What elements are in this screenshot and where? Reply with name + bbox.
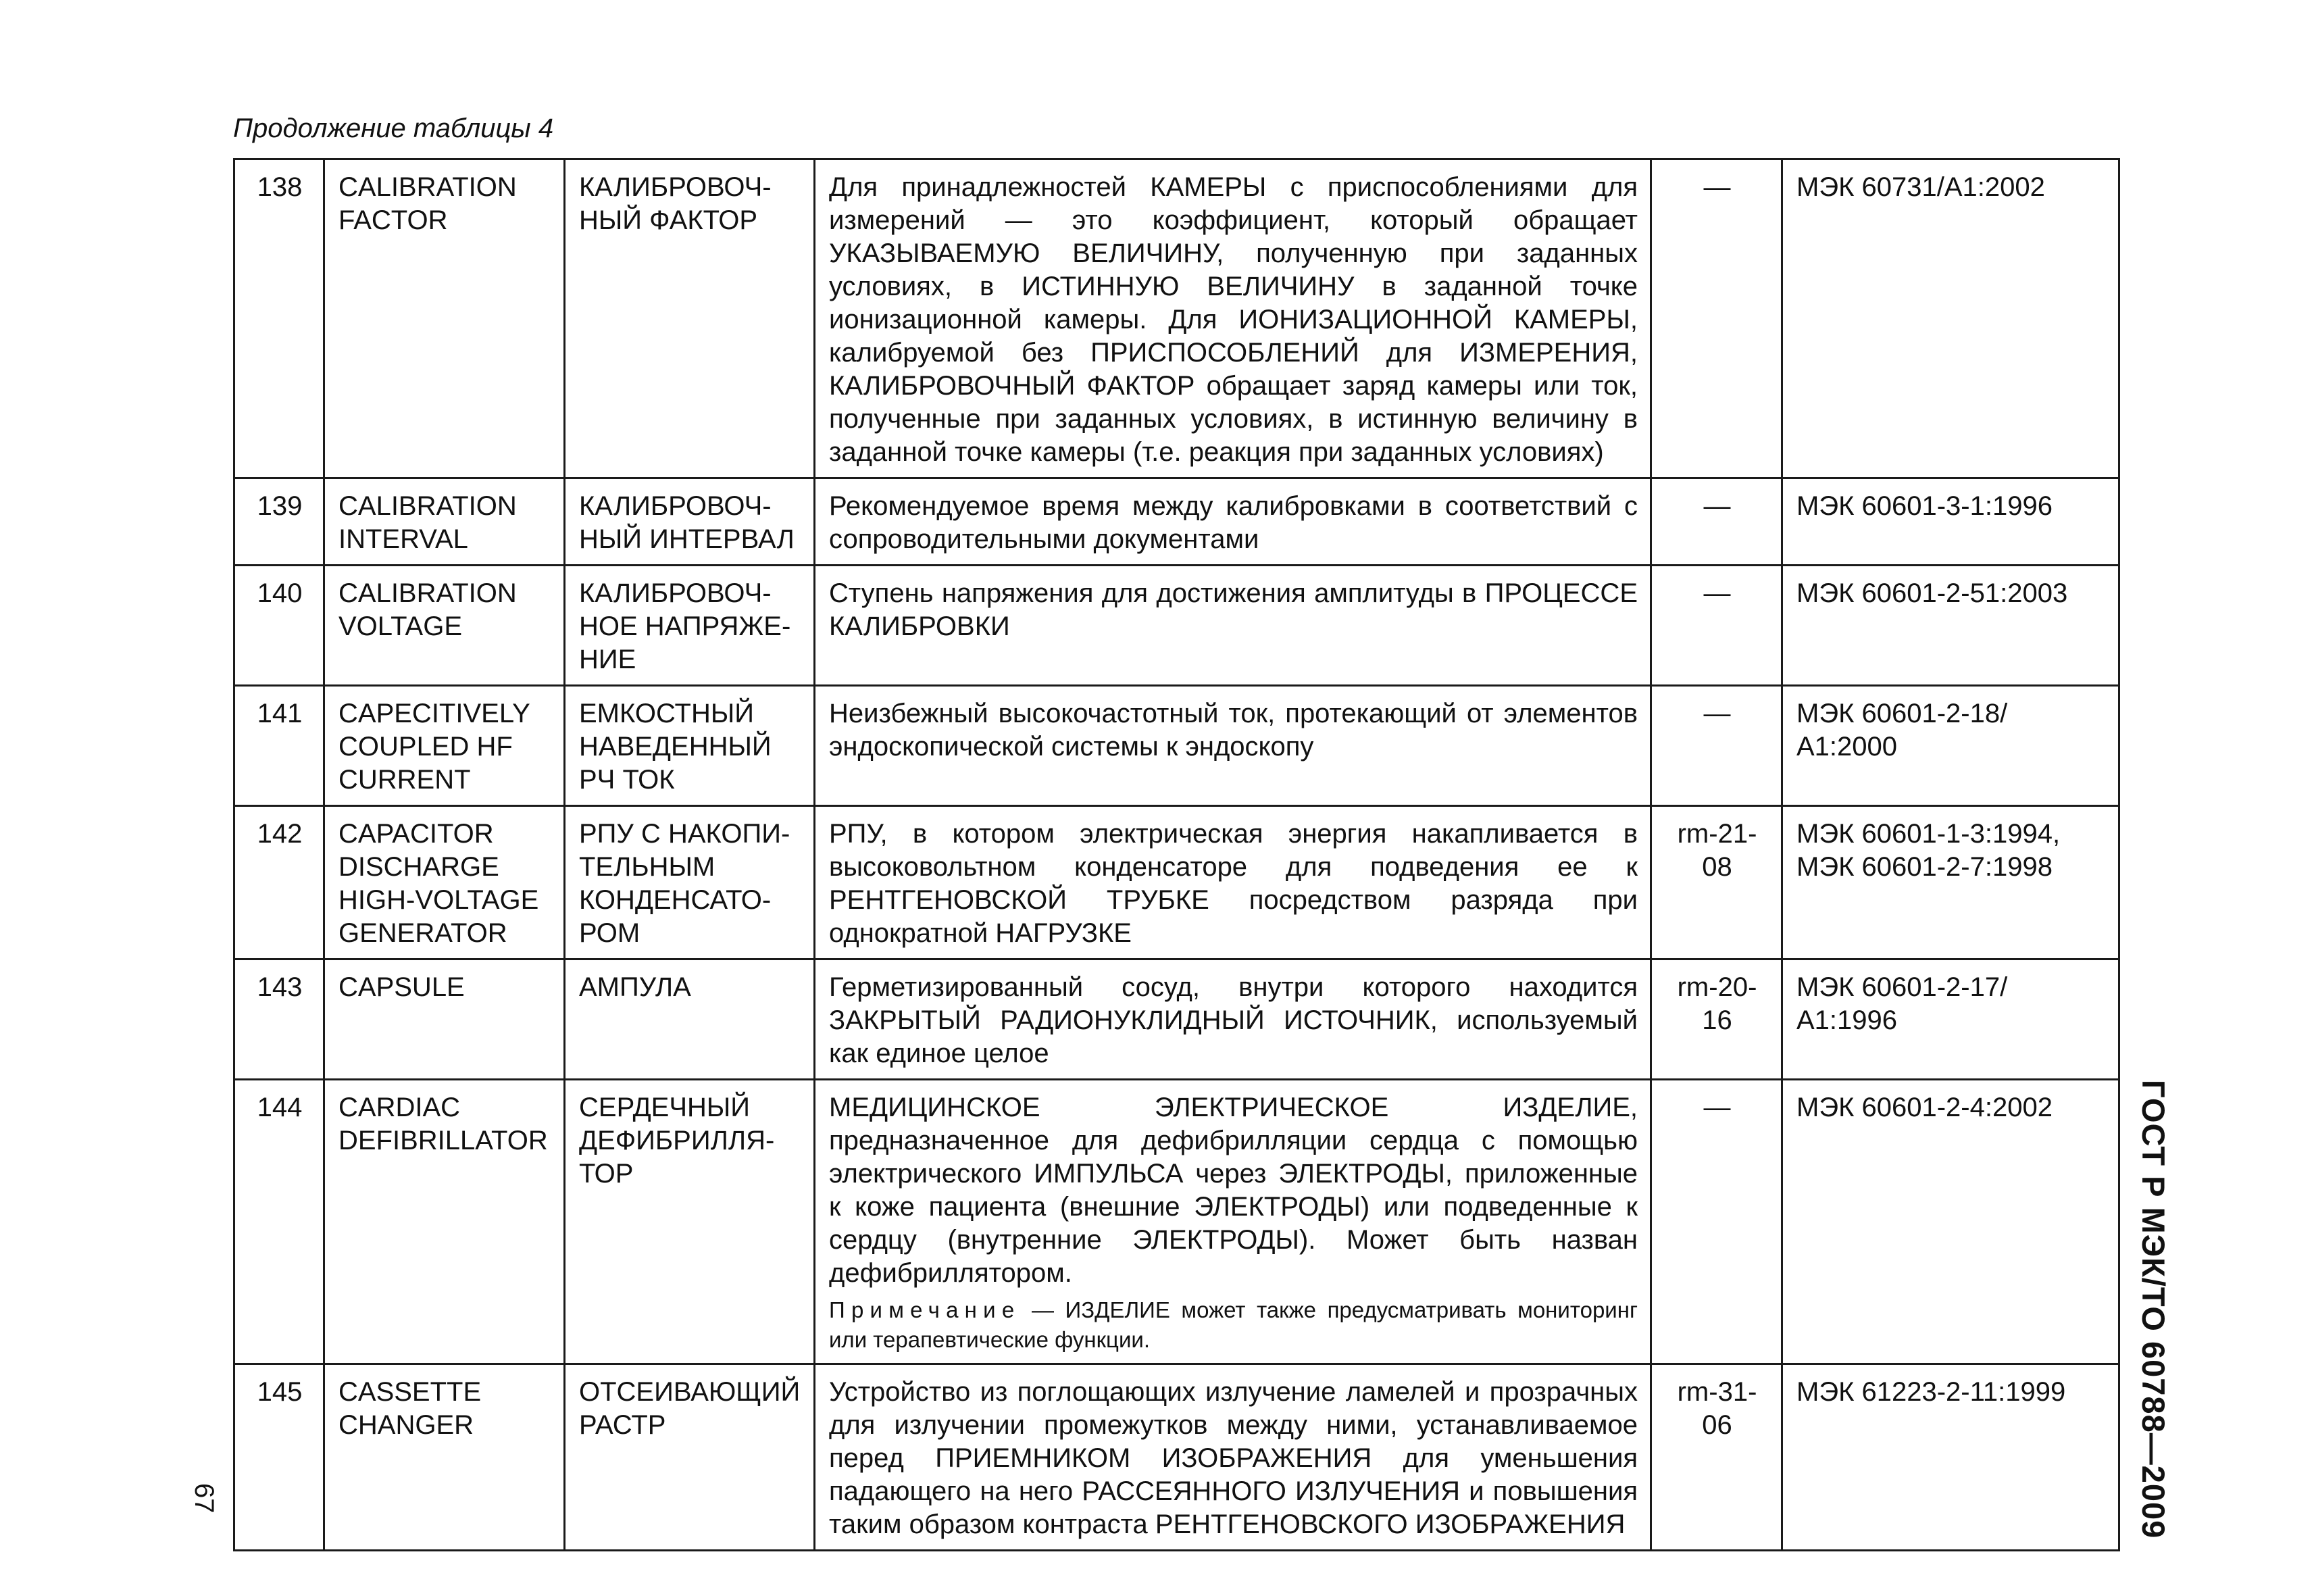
term-definition bbox=[815, 159, 1651, 478]
term-reference: МЭК 60601-2-18/А1:2000 bbox=[1782, 686, 2119, 806]
term-code: — bbox=[1651, 686, 1782, 806]
term-english: CAPECITIVELY COUPLED HF CURRENT bbox=[324, 686, 565, 806]
definition-text: Неизбежный высокочастотный ток, протекающий от элементов эндоскопической системы к эндоскопу bbox=[829, 699, 1638, 762]
term-definition bbox=[815, 1364, 1651, 1551]
term-number: 144 bbox=[234, 1080, 324, 1364]
term-russian: ОТСЕИВАЮЩИЙ РАСТР bbox=[565, 1364, 815, 1551]
term-reference: МЭК 60601-2-4:2002 bbox=[1782, 1080, 2119, 1364]
term-code: rm-20-16 bbox=[1651, 959, 1782, 1080]
term-definition bbox=[815, 806, 1651, 959]
definition-text: Для принадлежностей КАМЕРЫ с приспособлениями для измерений — это коэффициент, который обращает УКАЗЫВАЕМУЮ ВЕЛИЧИНУ, полученную при заданных условиях, в ИСТИННУЮ ВЕЛИЧИНУ в заданной точке ионизационной камеры. Для ИОНИЗАЦИОННОЙ КАМЕРЫ, калибруемой без ПРИСПОСОБЛЕНИЙ для ИЗМЕРЕНИЯ, КАЛИБРОВОЧНЫЙ ФАКТОР обращает заряд камеры или ток, полученные при заданных условиях, в истинную величину в заданной точке камеры (т.е. реакция при заданных условиях) bbox=[829, 172, 1638, 467]
table-row bbox=[234, 686, 2119, 806]
table-row bbox=[234, 1364, 2119, 1551]
term-russian: СЕРДЕЧНЫЙ ДЕФИБРИЛЛЯ- ТОР bbox=[565, 1080, 815, 1364]
note-label: Примечание bbox=[829, 1297, 1021, 1322]
page-number: 67 bbox=[189, 1483, 219, 1514]
definition-text: МЕДИЦИНСКОЕ ЭЛЕКТРИЧЕСКОЕ ИЗДЕЛИЕ, предназначенное для дефибрилляции сердца с помощью электрического ИМПУЛЬСА через ЭЛЕКТРОДЫ, приложенные к коже пациента (внешние ЭЛЕКТРОДЫ) или подведенные к сердцу (внутренние ЭЛЕКТРОДЫ). Может быть назван дефибриллятором. bbox=[829, 1093, 1638, 1288]
term-english: CAPSULE bbox=[324, 959, 565, 1080]
term-russian: АМПУЛА bbox=[565, 959, 815, 1080]
term-english: CARDIAC DEFIBRILLATOR bbox=[324, 1080, 565, 1364]
term-russian: КАЛИБРОВОЧ- НЫЙ ФАКТОР bbox=[565, 159, 815, 478]
definition-text: Рекомендуемое время между калибровками в соответствий с сопроводительными документами bbox=[829, 491, 1638, 554]
term-number: 145 bbox=[234, 1364, 324, 1551]
term-number: 142 bbox=[234, 806, 324, 959]
term-english: CASSETTE CHANGER bbox=[324, 1364, 565, 1551]
term-reference: МЭК 60601-3-1:1996 bbox=[1782, 478, 2119, 566]
term-english: CALIBRATION FACTOR bbox=[324, 159, 565, 478]
note-text: — ИЗДЕЛИЕ может также предусматривать мониторинг или терапевтические функции. bbox=[829, 1297, 1638, 1352]
term-number: 140 bbox=[234, 566, 324, 686]
definition-text: РПУ, в котором электрическая энергия накапливается в высоковольтном конденсаторе для подведения ее к РЕНТГЕНОВСКОЙ ТРУБКЕ посредством разряда при однократной НАГРУЗКЕ bbox=[829, 819, 1638, 948]
term-number: 138 bbox=[234, 159, 324, 478]
term-definition bbox=[815, 566, 1651, 686]
term-definition bbox=[815, 686, 1651, 806]
table-body bbox=[234, 159, 2119, 1551]
term-code: — bbox=[1651, 478, 1782, 566]
term-number: 139 bbox=[234, 478, 324, 566]
definition-text: Герметизированный сосуд, внутри которого находится ЗАКРЫТЫЙ РАДИОНУКЛИДНЫЙ ИСТОЧНИК, используемый как единое целое bbox=[829, 972, 1638, 1068]
table-row bbox=[234, 478, 2119, 566]
term-reference: МЭК 60731/А1:2002 bbox=[1782, 159, 2119, 478]
term-definition bbox=[815, 478, 1651, 566]
definition-note bbox=[829, 1295, 1638, 1355]
term-english: CAPACITOR DISCHARGE HIGH-VOLTAGE GENERATOR bbox=[324, 806, 565, 959]
term-russian: КАЛИБРОВОЧ- НОЕ НАПРЯЖЕ- НИЕ bbox=[565, 566, 815, 686]
table-row bbox=[234, 806, 2119, 959]
table-row bbox=[234, 566, 2119, 686]
term-russian: РПУ С НАКОПИ- ТЕЛЬНЫМ КОНДЕНСАТО- РОМ bbox=[565, 806, 815, 959]
table-row bbox=[234, 959, 2119, 1080]
definition-text: Ступень напряжения для достижения амплитуды в ПРОЦЕССЕ КАЛИБРОВКИ bbox=[829, 578, 1638, 641]
term-english: CALIBRATION INTERVAL bbox=[324, 478, 565, 566]
term-number: 141 bbox=[234, 686, 324, 806]
term-code: rm-21-08 bbox=[1651, 806, 1782, 959]
term-russian: ЕМКОСТНЫЙ НАВЕДЕННЫЙ РЧ ТОК bbox=[565, 686, 815, 806]
term-number: 143 bbox=[234, 959, 324, 1080]
term-code: — bbox=[1651, 159, 1782, 478]
term-russian: КАЛИБРОВОЧ- НЫЙ ИНТЕРВАЛ bbox=[565, 478, 815, 566]
term-english: CALIBRATION VOLTAGE bbox=[324, 566, 565, 686]
term-code: rm-31-06 bbox=[1651, 1364, 1782, 1551]
table-row bbox=[234, 1080, 2119, 1364]
definition-text: Устройство из поглощающих излучение ламелей и прозрачных для излучении промежутков между ними, устанавливаемое перед ПРИЕМНИКОМ ИЗОБРАЖЕНИЯ для уменьшения падающего на него РАССЕЯННОГО ИЗЛУЧЕНИЯ и повышения таким образом контраста РЕНТГЕНОВСКОГО ИЗОБРАЖЕНИЯ bbox=[829, 1377, 1638, 1539]
term-reference: МЭК 60601-2-17/А1:1996 bbox=[1782, 959, 2119, 1080]
terms-table bbox=[233, 158, 2120, 1551]
term-reference: МЭК 60601-2-51:2003 bbox=[1782, 566, 2119, 686]
standard-title: ГОСТ Р МЭК/ТО 60788—2009 bbox=[2136, 1080, 2171, 1539]
term-code: — bbox=[1651, 566, 1782, 686]
term-reference: МЭК 61223-2-11:1999 bbox=[1782, 1364, 2119, 1551]
term-reference: МЭК 60601-1-3:1994, МЭК 60601-2-7:1998 bbox=[1782, 806, 2119, 959]
term-definition bbox=[815, 959, 1651, 1080]
term-definition bbox=[815, 1080, 1651, 1364]
term-code: — bbox=[1651, 1080, 1782, 1364]
table-row bbox=[234, 159, 2119, 478]
table-caption: Продолжение таблицы 4 bbox=[233, 114, 554, 143]
